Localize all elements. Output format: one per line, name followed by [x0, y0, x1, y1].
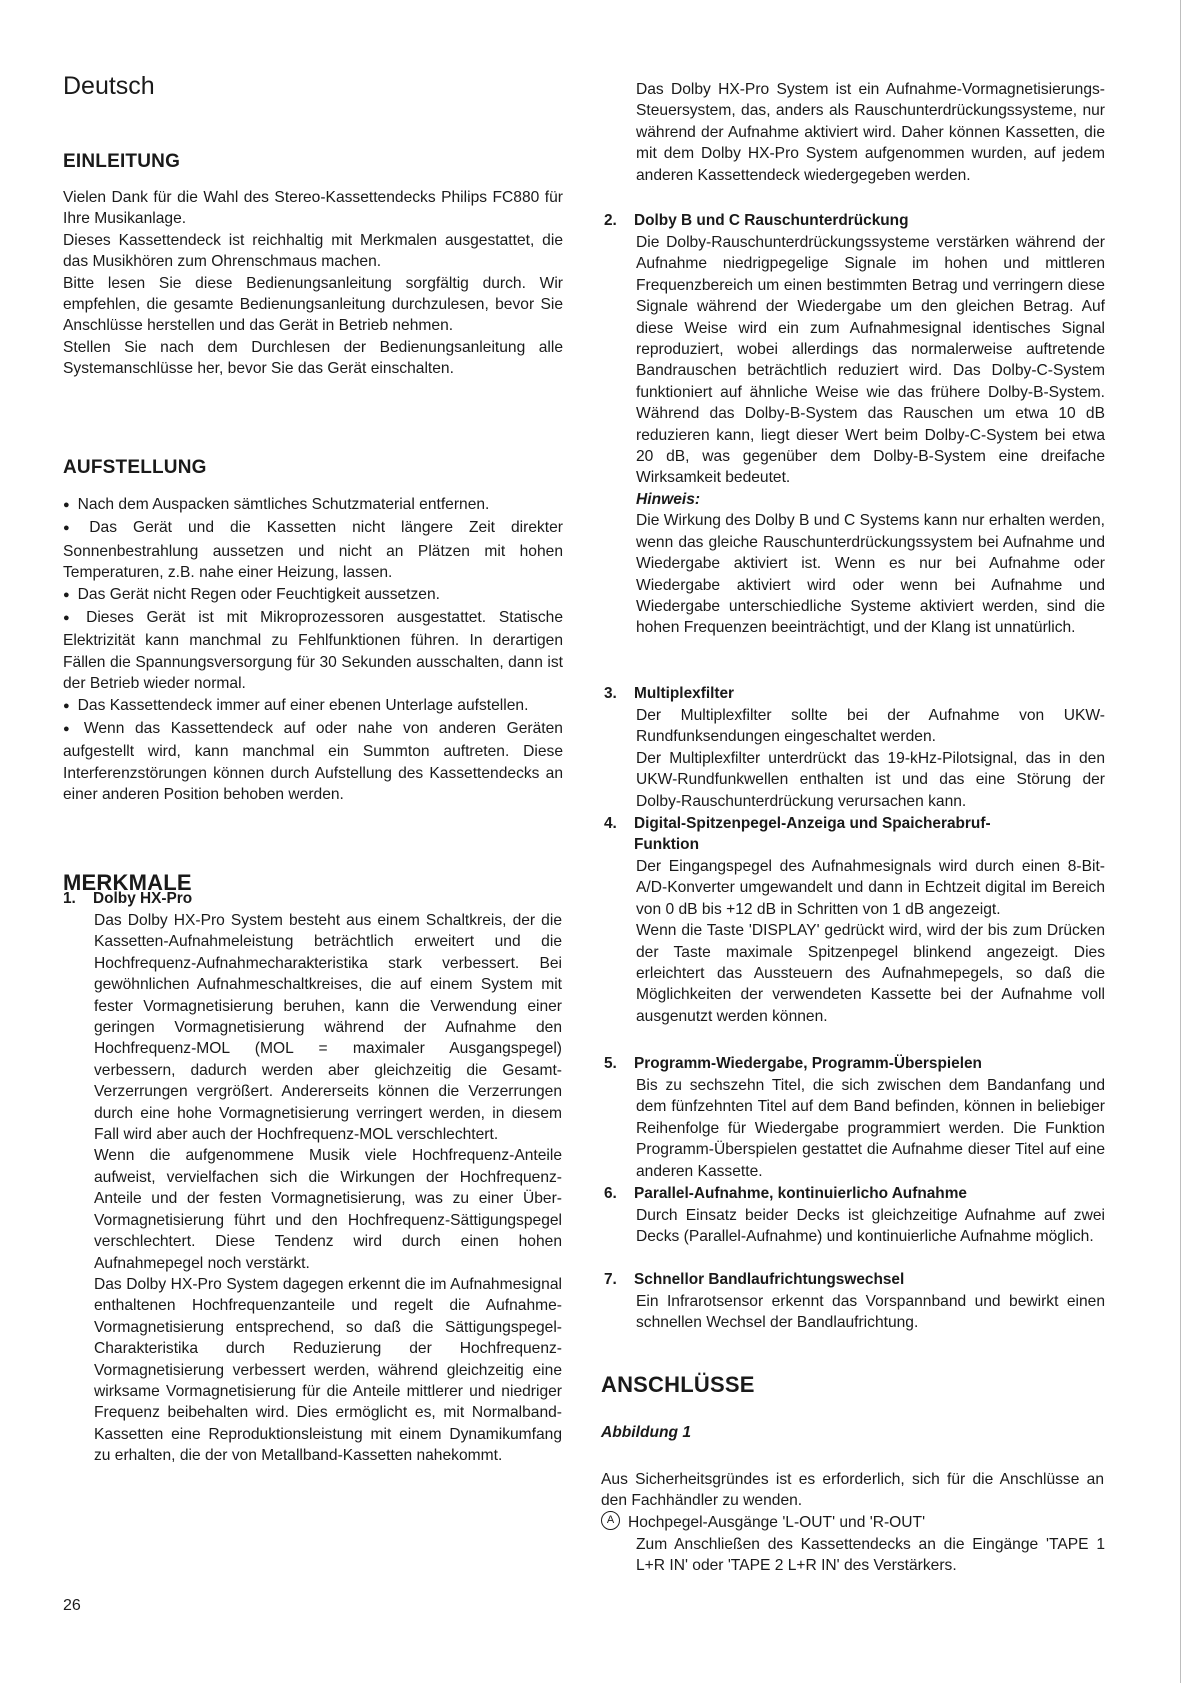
feature-5-text: Bis zu sechszehn Titel, die sich zwischen dem Bandanfang und dem fünfzehnten Titel auf dem Band befinden, können in beliebiger Reihenfolge für Wiedergabe programmiert werden. Die Funktion Programm-Überspielen gestattet die Aufnahme dieser Titel auf eine anderen Kassette.: [636, 1077, 1105, 1180]
page-number: 26: [63, 1597, 81, 1614]
einleitung-paragraph: Dieses Kassettendeck ist reichhaltig mit Merkmalen ausgestattet, die das Musikhören zum Ohrenschmaus machen.: [63, 231, 563, 271]
aufstellung-bullet: ● Das Gerät und die Kassetten nicht längere Zeit direkter Sonnenbestrahlung aussetzen und nicht an Plätzen mit hohen Temperaturen, z.B. nahe einer Heizung, lassen.: [63, 517, 563, 583]
feature-2-note-text: Die Wirkung des Dolby B und C Systems kann nur erhalten werden, wenn das gleiche Rauschunterdrückungssystem bei Aufnahme und Wiedergabe aktiviert ist. Wenn es nur bei Aufnahme oder Wiedergabe aktiviert wird oder wenn bei Aufnahme und Wiedergabe unterschiedliche Systeme aktiviert werden, sind die hohen Frequenzen beeinträchtigt, und der Klang ist unnatürlich.: [636, 512, 1105, 637]
merkmale-heading: MERKMALE: [63, 870, 192, 895]
feature-1-paragraph: Das Dolby HX-Pro System dagegen erkennt die im Aufnahmesignal enthaltenen Hochfrequenzanteile und regelt die Aufnahme-Vormagnetisierung entsprechend, so daß die Sättigungspegel-Charakteristika durch Reduzierung der Hochfrequenz-Vormagnetisierung verbessert werden, während gleichzeitig eine wirksame Vormagnetisierung für die Anteile mittlerer und niedriger Frequenz beibehalten wird. Dies ermöglicht es, mit Normalband-Kassetten eine Reproduktionsleistung mit einem Dynamikumfang zu erhalten, die der von Metallband-Kassetten nahekommt.: [94, 1275, 562, 1465]
output-item: [601, 1512, 1104, 1533]
feature-1-heading: [63, 888, 192, 909]
aufstellung-bullet: ● Dieses Gerät ist mit Mikroprozessoren ausgestattet. Statische Elektrizität kann manchmal zu Fehlfunktionen führen. In derartigen Fällen die Spannungsversorgung für 30 Sekunden ausschalten, dann ist der Betrieb wieder normal.: [63, 607, 563, 695]
feature-3-title: Multiplexfilter: [634, 685, 735, 702]
feature-3-heading: [604, 683, 734, 704]
feature-2-title: Dolby B und C Rauschunterdrückung: [634, 212, 909, 229]
feature-4-heading: [604, 813, 1104, 855]
feature-3-text: [636, 705, 1105, 812]
feature-6-heading: [604, 1183, 967, 1204]
aufstellung-bullet: ● Nach dem Auspacken sämtliches Schutzmaterial entfernen.: [63, 494, 563, 517]
feature-5-heading: [604, 1053, 982, 1074]
aufstellung-bullet: ● Wenn das Kassettendeck auf oder nahe von anderen Geräten aufgestellt wird, kann manchmal ein Summton auftreten. Diese Interferenzstörungen können durch Aufstellung des Kassettendecks an einer anderen Position behoben werden.: [63, 718, 563, 806]
feature-4-paragraph: Der Eingangspegel des Aufnahmesignals wird durch einen 8-Bit-A/D-Konverter umgewandelt und dann in Echtzeit digital im Bereich von 0 dB bis +12 dB in Schritten von 1 dB angezeigt.: [636, 858, 1105, 918]
feature-7-heading: [604, 1269, 904, 1290]
feature-7-text: Ein Infrarotsensor erkennt das Vorspannband und bewirkt einen schnellen Wechsel der Bandlaufrichtung.: [636, 1293, 1105, 1332]
feature-1-paragraph: Wenn die aufgenommene Musik viele Hochfrequenz-Anteile aufweist, vervielfachen sich die Wirkungen der Hochfrequenz-Anteile und der festen Vormagnetisierung, was zu einer Über-Vormagnetisierung führt und den Hochfrequenz-Sättigungspegel verschlechtert. Diese Tendenz wird durch einen hohen Aufnahmepegel noch verstärkt.: [94, 1147, 562, 1272]
feature-2-heading: [604, 210, 908, 231]
feature-1-continued: Das Dolby HX-Pro System ist ein Aufnahme-Vormagnetisierungs-Steuersystem, das, anders als Rauschunterdrückungssysteme, nur während der Aufnahme aktiviert wird. Daher können Kassetten, die mit dem Dolby HX-Pro System aufgenommen wurden, auf jedem anderen Kassettendeck wiedergegeben werden.: [636, 81, 1105, 184]
feature-1-title: Dolby HX-Pro: [93, 890, 193, 907]
marker-a-icon: A: [601, 1511, 620, 1530]
einleitung-heading: EINLEITUNG: [63, 151, 181, 172]
feature-4-paragraph: Wenn die Taste 'DISPLAY' gedrückt wird, wird der bis zum Drücken der Taste maximale Spitzenpegel blinkend angezeigt. Dies erleichtert das Aussteuern des Aufnahmepegels, so daß die Möglichkeiten der verwendeten Kassette bei der Aufnahme voll ausgenutzt werden können.: [636, 922, 1105, 1025]
aufstellung-heading: AUFSTELLUNG: [63, 457, 207, 478]
feature-1-paragraph: Das Dolby HX-Pro System besteht aus einem Schaltkreis, der die Kassetten-Aufnahmeleistung beträchtlich erweitert und die Hochfrequenz-Aufnahmecharakteristika stark verbessert. Bei gewöhnlichen Aufnahmeschaltkreises, die auf einem System mit fester Vormagnetisierung beruhen, kann die Verwendung einer geringen Vormagnetisierung während der Aufnahme den Hochfrequenz-MOL (MOL = maximaler Ausgangspegel) verbessern, dadurch werden aber gleichzeitig die Gesamt-Verzerrungen vergrößert. Andererseits können die Verzerrungen durch eine hohe Vormagnetisierung verringert werden, in diesem Fall wird aber auch der Hochfrequenz-MOL verschlechtert.: [94, 912, 562, 1144]
einleitung-paragraph: Vielen Dank für die Wahl des Stereo-Kassettendecks Philips FC880 für Ihre Musikanlage.: [63, 189, 563, 228]
anschluesse-heading: ANSCHLÜSSE: [601, 1372, 755, 1397]
aufstellung-bullet: ● Das Kassettendeck immer auf einer ebenen Unterlage aufstellen.: [63, 695, 563, 718]
feature-6-title: Parallel-Aufnahme, kontinuierlicho Aufnahme: [634, 1185, 967, 1202]
anschluesse-text: Aus Sicherheitsgründes ist es erforderlich, sich für die Anschlüsse an den Fachhändler zu wenden.: [601, 1471, 1104, 1510]
feature-6-text: Durch Einsatz beider Decks ist gleichzeitige Aufnahme auf zwei Decks (Parallel-Aufnahme) und kontinuierliche Aufnahme möglich.: [636, 1207, 1105, 1246]
aufstellung-bullet: ● Das Gerät nicht Regen oder Feuchtigkeit aussetzen.: [63, 584, 563, 607]
feature-2-paragraph: Die Dolby-Rauschunterdrückungssysteme verstärken während der Aufnahme niedrigpegelige Signale im hohen und mittleren Frequenzbereich um einen bestimmten Betrag und verringern diese Signale während der Wiedergabe um den gleichen Betrag. Auf diese Weise wird ein zum Aufnahmesignal identisches Signal reproduziert, wobei allerdings das normalerweise auftretende Bandrauschen beträchtlich reduziert wird. Das Dolby-C-System funktioniert auf ähnliche Weise wie das frühere Dolby-B-System. Während das Dolby-B-System das Rauschen um etwa 10 dB reduzieren kann, liegt dieser Wert beim Dolby-C-System bei etwa 20 dB, was gegenüber dem Dolby-B-System eine dreifache Wirksamkeit bedeutet.: [636, 234, 1105, 487]
einleitung-paragraph: Bitte lesen Sie diese Bedienungsanleitung sorgfältig durch. Wir empfehlen, die gesamte Bedienungsanleitung durchzulesen, bevor Sie Anschlüsse herstellen und das Gerät in Betrieb nehmen.: [63, 274, 563, 335]
feature-3-paragraph: Der Multiplexfilter unterdrückt das 19-kHz-Pilotsignal, das in den UKW-Rundfunkwellen enthalten ist und das eine Störung der Dolby-Rauschunterdrückung verursachen kann.: [636, 749, 1105, 810]
feature-4-number: 4.: [604, 815, 617, 832]
feature-5-number: 5.: [604, 1055, 617, 1072]
page-edge: [1180, 0, 1181, 1683]
feature-7-number: 7.: [604, 1271, 617, 1288]
language-heading: Deutsch: [63, 72, 155, 100]
figure-reference: Abbildung 1: [601, 1424, 692, 1441]
feature-6-number: 6.: [604, 1185, 617, 1202]
feature-2-note-label: Hinweis:: [636, 490, 701, 508]
einleitung-paragraph: Stellen Sie nach dem Durchlesen der Bedienungsanleitung alle Systemanschlüsse her, bevor Sie das Gerät einschalten.: [63, 338, 563, 378]
feature-4-title: Digital-Spitzenpegel-Anzeiga und Spaicherabruf-Funktion: [634, 815, 991, 853]
feature-7-title: Schnellor Bandlaufrichtungswechsel: [634, 1271, 905, 1288]
feature-4-text: [636, 856, 1105, 1027]
feature-2-number: 2.: [604, 212, 617, 229]
feature-3-paragraph: Der Multiplexfilter sollte bei der Aufnahme von UKW-Rundfunksendungen eingeschaltet werden.: [636, 707, 1105, 746]
feature-5-title: Programm-Wiedergabe, Programm-Überspielen: [634, 1055, 982, 1072]
output-label: Hochpegel-Ausgänge 'L-OUT' und 'R-OUT': [628, 1514, 926, 1531]
feature-3-number: 3.: [604, 685, 617, 702]
output-text: Zum Anschließen des Kassettendecks an die Eingänge 'TAPE 1 L+R IN' oder 'TAPE 2 L+R IN' des Verstärkers.: [636, 1536, 1105, 1575]
aufstellung-list: [63, 494, 563, 806]
feature-1-number: 1.: [63, 890, 76, 907]
feature-1-text: [94, 910, 562, 1467]
feature-2-text: [636, 232, 1105, 639]
einleitung-text: [63, 187, 563, 380]
